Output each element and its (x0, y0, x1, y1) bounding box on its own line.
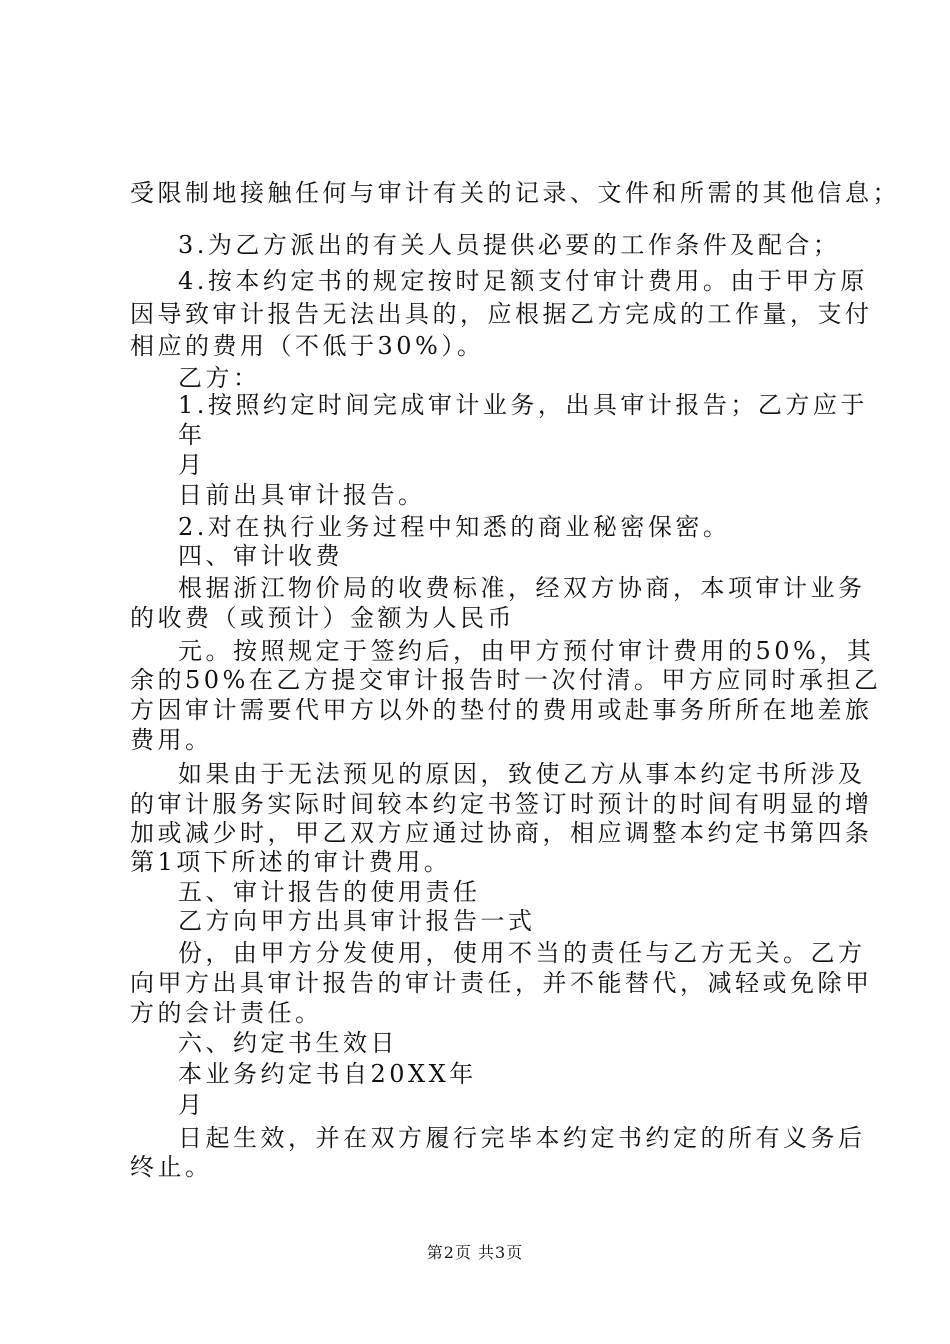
text-line: 日前出具审计报告。 (178, 481, 426, 509)
text-line: 相应的费用（不低于30%）。 (130, 332, 485, 360)
text-line: 2.对在执行业务过程中知悉的商业秘密保密。 (178, 513, 731, 541)
section-heading: 四、审计收费 (178, 542, 343, 570)
text-line: 4.按本约定书的规定按时足额支付审计费用。由于甲方原 (178, 267, 868, 295)
text-line: 月 (178, 1091, 206, 1119)
text-line: 的收费（或预计）金额为人民币 (130, 604, 515, 632)
text-line: 因导致审计报告无法出具的，应根据乙方完成的工作量，支付 (130, 300, 873, 328)
text-line: 方因审计需要代甲方以外的垫付的费用或赴事务所所在地差旅 (130, 696, 873, 724)
section-heading: 六、约定书生效日 (178, 1029, 398, 1057)
text-line: 1.按照约定时间完成审计业务，出具审计报告；乙方应于 (178, 391, 868, 419)
text-line: 元。按照规定于签约后，由甲方预付审计费用的50%，其 (178, 637, 875, 665)
text-line: 费用。 (130, 726, 213, 754)
section-heading: 五、审计报告的使用责任 (178, 878, 481, 906)
text-line: 乙方向甲方出具审计报告一式 (178, 907, 536, 935)
text-line: 月 (178, 451, 206, 479)
text-line: 如果由于无法预见的原因，致使乙方从事本约定书所涉及 (178, 760, 866, 788)
text-line: 终止。 (130, 1153, 213, 1181)
text-line: 根据浙江物价局的收费标准，经双方协商，本项审计业务 (178, 574, 866, 602)
text-line: 本业务约定书自20XX年 (178, 1060, 477, 1088)
text-line: 加或减少时，甲乙双方应通过协商，相应调整本约定书第四条 (130, 819, 873, 847)
text-line: 3.为乙方派出的有关人员提供必要的工作条件及配合； (178, 231, 841, 259)
text-line: 余的50%在乙方提交审计报告时一次付清。甲方应同时承担乙 (130, 666, 882, 694)
text-line: 的审计服务实际时间较本约定书签订时预计的时间有明显的增 (130, 790, 873, 818)
text-line: 方的会计责任。 (130, 999, 323, 1027)
text-line: 向甲方出具审计报告的审计责任，并不能替代，减轻或免除甲 (130, 969, 873, 997)
page-footer: 第2页 共3页 (426, 1243, 524, 1262)
text-line: 乙方： (178, 364, 261, 392)
text-line: 第1项下所述的审计费用。 (130, 848, 452, 876)
text-line: 年 (178, 421, 206, 449)
text-line: 份，由甲方分发使用，使用不当的责任与乙方无关。乙方 (178, 939, 866, 967)
text-line: 日起生效，并在双方履行完毕本约定书约定的所有义务后 (178, 1124, 866, 1152)
text-line: 受限制地接触任何与审计有关的记录、文件和所需的其他信息； (130, 179, 900, 207)
